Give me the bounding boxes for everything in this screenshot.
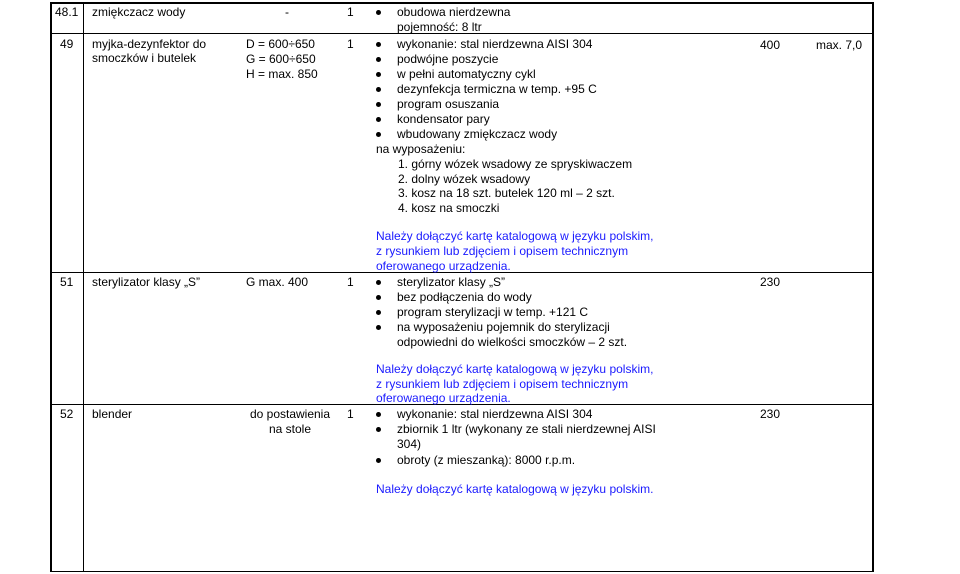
item-quantity: 1 xyxy=(347,5,354,19)
bullet-icon xyxy=(376,10,381,15)
bullet-icon xyxy=(376,87,381,92)
catalog-note: oferowanego urządzenia. xyxy=(376,391,511,405)
bullet-icon xyxy=(376,280,381,285)
bullet-icon xyxy=(376,72,381,77)
spec-item: bez podłączenia do wody xyxy=(397,290,532,304)
bullet-icon xyxy=(376,57,381,62)
catalog-note: oferowanego urządzenia. xyxy=(376,259,511,273)
item-name: blender xyxy=(92,407,133,421)
row-number: 51 xyxy=(60,275,74,289)
spec-item: obroty (z mieszanką): 8000 r.p.m. xyxy=(397,453,576,467)
bullet-icon xyxy=(376,295,381,300)
bullet-icon xyxy=(376,325,381,330)
item-name: smoczków i butelek xyxy=(92,51,197,65)
spec-item: na wyposażeniu pojemnik do sterylizacji xyxy=(397,320,610,334)
spec-item: obudowa nierdzewna xyxy=(397,5,511,19)
item-dimensions: na stole xyxy=(268,422,312,436)
item-dimensions: G max. 400 xyxy=(246,275,309,289)
spec-item: sterylizator klasy „S” xyxy=(397,275,506,289)
item-dimensions: - xyxy=(285,5,289,19)
equipment-item: 2. dolny wózek wsadowy xyxy=(398,172,531,186)
item-dimensions: G = 600÷650 xyxy=(246,52,316,66)
item-dimensions: H = max. 850 xyxy=(246,67,318,81)
spec-item: w pełni automatyczny cykl xyxy=(397,67,536,81)
spec-item: wykonanie: stal nierdzewna AISI 304 xyxy=(397,407,593,421)
spec-item: program sterylizacji w temp. +121 C xyxy=(397,305,589,319)
spec-item: dezynfekcja termiczna w temp. +95 C xyxy=(397,82,597,96)
row-number: 48.1 xyxy=(55,5,79,19)
bullet-icon xyxy=(376,42,381,47)
column-divider xyxy=(83,2,84,572)
table-border-top xyxy=(50,2,874,4)
spec-item: pojemność: 8 ltr xyxy=(397,20,482,34)
catalog-note: z rysunkiem lub zdjęciem i opisem technicznym xyxy=(376,244,629,258)
spec-item: program osuszania xyxy=(397,97,500,111)
catalog-note: Należy dołączyć kartę katalogową w języku polskim, xyxy=(376,229,654,243)
row-number: 49 xyxy=(60,37,74,51)
power-value: 400 xyxy=(760,38,781,52)
bullet-icon xyxy=(376,102,381,107)
spec-item-continued: odpowiedni do wielkości smoczków – 2 szt. xyxy=(397,335,628,349)
catalog-note: z rysunkiem lub zdjęciem i opisem technicznym xyxy=(376,377,629,391)
equipment-label: na wyposażeniu: xyxy=(376,142,466,156)
table-border-bottom xyxy=(50,571,874,572)
row-number: 52 xyxy=(60,407,74,421)
catalog-note: Należy dołączyć kartę katalogową w języku polskim. xyxy=(376,482,654,496)
bullet-icon xyxy=(376,132,381,137)
item-dimensions: D = 600÷650 xyxy=(246,37,315,51)
item-quantity: 1 xyxy=(347,37,354,51)
power-value: 230 xyxy=(760,275,781,289)
spec-item-continued: 304) xyxy=(397,437,422,451)
bullet-icon xyxy=(376,117,381,122)
catalog-note: Należy dołączyć kartę katalogową w języku polskim, xyxy=(376,362,654,376)
weight-value: max. 7,0 xyxy=(816,38,863,52)
equipment-item: 3. kosz na 18 szt. butelek 120 ml – 2 szt. xyxy=(398,186,615,200)
spec-item: wbudowany zmiękczacz wody xyxy=(397,127,558,141)
equipment-item: 1. górny wózek wsadowy ze spryskiwaczem xyxy=(398,157,633,171)
item-quantity: 1 xyxy=(347,407,354,421)
spec-item: kondensator pary xyxy=(397,112,490,126)
item-dimensions: do postawienia xyxy=(249,407,331,421)
table-border-right xyxy=(872,2,874,572)
table-border-left xyxy=(50,2,52,572)
bullet-icon xyxy=(376,310,381,315)
bullet-icon xyxy=(376,427,381,432)
item-quantity: 1 xyxy=(347,275,354,289)
item-name: myjka-dezynfektor do xyxy=(92,37,207,51)
spec-item: podwójne poszycie xyxy=(397,52,499,66)
spec-item: wykonanie: stal nierdzewna AISI 304 xyxy=(397,37,593,51)
power-value: 230 xyxy=(760,407,781,421)
bullet-icon xyxy=(376,458,381,463)
spec-item: zbiornik 1 ltr (wykonany ze stali nierdzewnej AISI xyxy=(397,422,656,436)
item-name: sterylizator klasy „S” xyxy=(92,275,201,289)
equipment-item: 4. kosz na smoczki xyxy=(398,201,500,215)
item-name: zmiękczacz wody xyxy=(92,5,186,19)
bullet-icon xyxy=(376,412,381,417)
